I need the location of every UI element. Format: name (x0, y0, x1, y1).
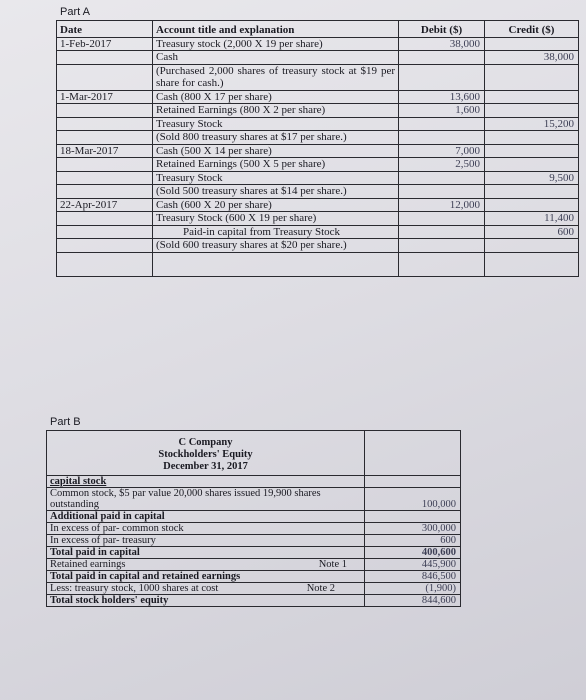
entry-debit (399, 212, 485, 226)
entry-date: 18-Mar-2017 (57, 144, 153, 158)
entry-debit: 2,500 (399, 158, 485, 172)
journal-row (57, 117, 579, 131)
journal-row (57, 51, 579, 65)
statement-row (47, 476, 461, 488)
entry-account: Treasury Stock (600 X 19 per share) (153, 212, 399, 226)
journal-row (57, 239, 579, 253)
row-label: Total paid in capital (47, 547, 365, 559)
part-a-label: Part A (60, 6, 90, 18)
row-label: capital stock (47, 476, 365, 488)
entry-credit: 38,000 (485, 51, 579, 65)
journal-row (57, 185, 579, 199)
entry-credit (485, 90, 579, 104)
statement-row (47, 488, 461, 511)
row-value: 100,000 (365, 488, 461, 511)
statement-row (47, 559, 461, 571)
entry-account: Cash (153, 51, 399, 65)
entry-explanation: (Purchased 2,000 shares of treasury stock at $19 per share for cash.) (153, 64, 399, 90)
row-value: 844,600 (365, 595, 461, 607)
entry-debit: 13,600 (399, 90, 485, 104)
journal-row (57, 144, 579, 158)
journal-row (57, 198, 579, 212)
row-label-cell (47, 559, 365, 571)
entry-debit: 7,000 (399, 144, 485, 158)
journal-row (57, 171, 579, 185)
journal-row (57, 64, 579, 90)
entry-account: Treasury Stock (153, 117, 399, 131)
entry-debit (399, 51, 485, 65)
journal-row (57, 225, 579, 239)
statement-row (47, 571, 461, 583)
entry-explanation: (Sold 500 treasury shares at $14 per share.) (153, 185, 399, 199)
entry-account: Treasury stock (2,000 X 19 per share) (153, 37, 399, 51)
row-label: Less: treasury stock, 1000 shares at cost (50, 583, 219, 594)
statement-header-row (47, 431, 461, 476)
statement-row (47, 511, 461, 523)
row-value: 400,600 (365, 547, 461, 559)
part-b-label: Part B (50, 416, 81, 428)
entry-date: 1-Mar-2017 (57, 90, 153, 104)
header-account: Account title and explanation (153, 21, 399, 38)
row-label: Additional paid in capital (47, 511, 365, 523)
row-label: Common stock, $5 par value 20,000 shares issued 19,900 shares outstanding (47, 488, 365, 511)
row-value: 846,500 (365, 571, 461, 583)
row-value: 300,000 (365, 523, 461, 535)
entry-account: Cash (800 X 17 per share) (153, 90, 399, 104)
statement-heading (47, 431, 365, 476)
journal-row (57, 90, 579, 104)
journal-table (56, 20, 579, 277)
header-date: Date (57, 21, 153, 38)
journal-header-row (57, 21, 579, 38)
row-value: 445,900 (365, 559, 461, 571)
row-value: 600 (365, 535, 461, 547)
journal-row (57, 131, 579, 145)
entry-debit (399, 171, 485, 185)
row-label: Total stock holders' equity (47, 595, 365, 607)
entry-credit: 600 (485, 225, 579, 239)
row-label-cell (47, 583, 365, 595)
journal-row (57, 104, 579, 118)
header-credit: Credit ($) (485, 21, 579, 38)
statement-row (47, 523, 461, 535)
entry-date: 22-Apr-2017 (57, 198, 153, 212)
entry-debit (399, 117, 485, 131)
equity-statement-table (46, 430, 461, 607)
entry-explanation: (Sold 600 treasury shares at $20 per share.) (153, 239, 399, 253)
entry-account: Retained Earnings (500 X 5 per share) (153, 158, 399, 172)
row-label: Total paid in capital and retained earnings (47, 571, 365, 583)
row-label: Retained earnings (50, 559, 126, 570)
entry-debit: 38,000 (399, 37, 485, 51)
entry-account: Cash (600 X 20 per share) (153, 198, 399, 212)
entry-account: Cash (500 X 14 per share) (153, 144, 399, 158)
row-value: (1,900) (365, 583, 461, 595)
statement-row (47, 547, 461, 559)
statement-row (47, 583, 461, 595)
entry-debit (399, 225, 485, 239)
statement-title: Stockholders' Equity (158, 449, 253, 460)
entry-credit (485, 37, 579, 51)
entry-credit (485, 104, 579, 118)
entry-credit: 9,500 (485, 171, 579, 185)
entry-debit: 1,600 (399, 104, 485, 118)
entry-credit: 11,400 (485, 212, 579, 226)
entry-account: Paid-in capital from Treasury Stock (153, 225, 399, 239)
row-note: Note 2 (306, 583, 335, 594)
journal-row (57, 37, 579, 51)
row-label: In excess of par- treasury (47, 535, 365, 547)
row-label: In excess of par- common stock (47, 523, 365, 535)
company-name: C Company (178, 437, 233, 448)
entry-account: Retained Earnings (800 X 2 per share) (153, 104, 399, 118)
row-note: Note 1 (318, 559, 347, 570)
entry-credit (485, 144, 579, 158)
entry-date: 1-Feb-2017 (57, 37, 153, 51)
entry-explanation: (Sold 800 treasury shares at $17 per share.) (153, 131, 399, 145)
header-debit: Debit ($) (399, 21, 485, 38)
statement-row (47, 535, 461, 547)
row-value (365, 511, 461, 523)
statement-row (47, 595, 461, 607)
entry-account: Treasury Stock (153, 171, 399, 185)
row-value (365, 476, 461, 488)
journal-blank-row (57, 252, 579, 276)
journal-row (57, 212, 579, 226)
entry-credit (485, 198, 579, 212)
statement-date: December 31, 2017 (163, 461, 248, 472)
entry-debit: 12,000 (399, 198, 485, 212)
entry-credit: 15,200 (485, 117, 579, 131)
entry-credit (485, 158, 579, 172)
journal-row (57, 158, 579, 172)
